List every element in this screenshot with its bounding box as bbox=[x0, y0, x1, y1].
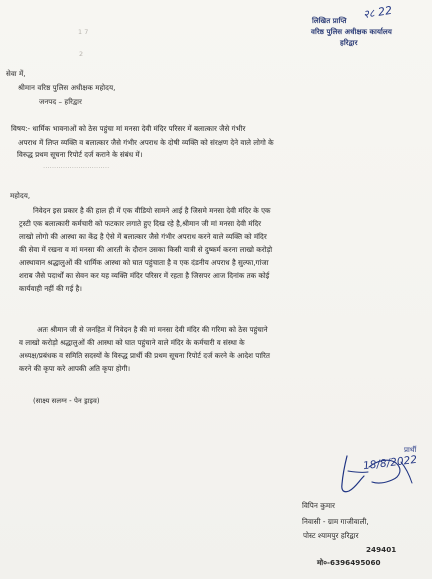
body-para2-line-4: करने की कृपा करे आपकी अति कृपा होगी। bbox=[19, 364, 131, 373]
addressee-line-3: जनपद – हरिद्वार bbox=[39, 97, 82, 106]
body-para2-line-2: व लाखो करोड़ो श्रद्धालुओं की आस्था को घात पहुंचाने वाले मंदिर के कर्मचारी व संस्था के bbox=[19, 338, 245, 347]
subject-line-2: अपराध में लिप्त व्यक्ति व बलात्कार जैसे गंभीर अपराध के दोषी व्यक्ति को संरक्षण देने वाले लोगो के bbox=[18, 138, 274, 147]
body-para1-line-5: आस्थावान श्रद्धालुओं की धार्मिक आस्था को घात पहुंचाता है व एक दंडनीय अपराध है सुल्फा,गांजा bbox=[19, 258, 269, 267]
subject-line-3: विरुद्ध प्रथम सूचना रिपोर्ट दर्ज कराने के संबंध में। bbox=[17, 150, 143, 159]
sender-pin: 249401 bbox=[366, 545, 397, 554]
signature-handwritten-date: 18/8/2022 bbox=[362, 453, 418, 473]
sender-name: विपिन कुमार bbox=[302, 501, 336, 510]
faint-mark-top-left-2: 2 bbox=[79, 50, 84, 58]
stamp-handwritten-date: २८ 22 bbox=[362, 3, 394, 22]
faint-mark-top-left: 1 7 bbox=[78, 28, 89, 36]
body-para2-line-3: अध्यक्ष/प्रबंधक व समिति सदस्यों के विरुद्ध प्रार्थी की प्रथम सूचना रिपोर्ट दर्ज करने के आदेश पारित bbox=[19, 351, 271, 360]
body-para1-line-1: निवेदन इस प्रकार है की हाल ही में एक वीडियो सामने आई है जिसमे मनसा देवी मंदिर के एक bbox=[33, 206, 271, 215]
faint-shadow-line: .............................. bbox=[43, 162, 110, 170]
salutation: महोदय, bbox=[10, 191, 31, 200]
body-para2-line-1: अतः श्रीमान जी से जनहित में निवेदन है की मां मनसा देवी मंदिर की गरिमा को ठेस पहुंचाने bbox=[37, 325, 268, 334]
stamp-line-1: लिखित प्राप्ति bbox=[312, 17, 347, 25]
sender-address-1: निवासी - ग्राम गाजीवाली, bbox=[302, 517, 369, 526]
sender-address-2: पोस्ट श्यामपुर हरिद्वार bbox=[303, 531, 359, 540]
body-para1-line-2: ट्रस्टी एक बलात्कारी कर्मचारी को फटकार लगाते हुए दिख रहे है,श्रीमान जी मां मनसा देवी मंदिर bbox=[19, 219, 262, 228]
body-para1-line-3: लाखो लोगो की आस्था का केंद्र है ऐसे में बलात्कार जैसे गंभीर अपराध करने वाले व्यक्ति को मंदिर bbox=[19, 232, 267, 241]
body-para1-line-4: की सेवा में रखना व मां मनसा की आरती के दौरान उसका किसी यात्री से दुष्कर्म करना लाखो करोड़ो bbox=[19, 245, 273, 254]
subject-line-1: विषय:- धार्मिक भावनाओं को ठेस पहुंचा मां मनसा देवी मंदिर परिसर में बलात्कार जैसे गंभीर bbox=[11, 124, 246, 133]
sender-mobile: मो०-6396495060 bbox=[317, 558, 381, 567]
addressee-line-1: सेवा में, bbox=[6, 69, 26, 78]
evidence-note: (साक्ष्य सलग्न - पेन ड्राइव) bbox=[33, 397, 100, 405]
stamp-office: वरिष्ठ पुलिस अधीक्षक कार्यालय bbox=[311, 27, 392, 36]
stamp-city: हरिद्वार bbox=[340, 38, 358, 47]
body-para1-line-6: शराब जैसे पदार्थों का सेवन कर यह व्यक्ति मंदिर परिसर में रहता है जिसपर आज दिनांक तक कोई bbox=[19, 271, 270, 280]
body-para1-line-7: कार्यवाही नहीं की गई है। bbox=[19, 284, 82, 293]
signature-label: प्रार्थी bbox=[404, 446, 417, 454]
addressee-line-2: श्रीमान वरिष्ठ पुलिस अधीक्षक महोदय, bbox=[18, 83, 116, 92]
